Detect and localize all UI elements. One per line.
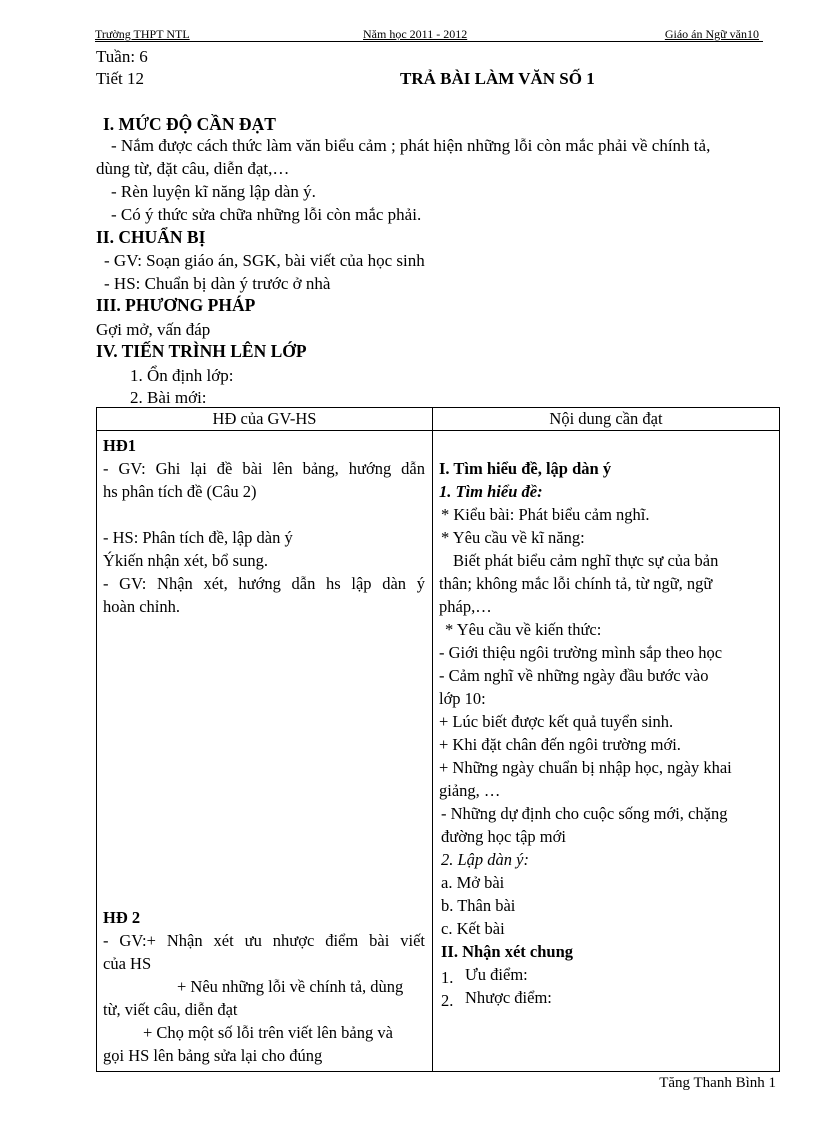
content-r20: b. Thân bài bbox=[441, 896, 516, 915]
content-r5: Biết phát biểu cảm nghĩ thực sự của bản bbox=[453, 551, 719, 570]
section-4-heading: IV. TIẾN TRÌNH LÊN LỚP bbox=[96, 341, 307, 361]
content-cell bbox=[433, 431, 780, 1072]
content-r7: pháp,… bbox=[439, 597, 492, 616]
content-r16: - Những dự định cho cuộc sống mới, chặng bbox=[441, 804, 728, 823]
hd1-line-1: - GV: Ghi lại đề bài lên bảng, hướng dẫn bbox=[103, 459, 425, 478]
hd1-line-4: Ýkiến nhận xét, bổ sung. bbox=[103, 551, 268, 570]
section-3-line-1: Gợi mở, vấn đáp bbox=[96, 320, 211, 339]
content-r24: Nhược điểm: bbox=[465, 988, 552, 1007]
page-header bbox=[95, 27, 763, 42]
content-r1: I. Tìm hiểu đề, lập dàn ý bbox=[439, 459, 612, 478]
activity-cell bbox=[97, 431, 433, 1072]
section-2-heading: II. CHUẨN BỊ bbox=[96, 227, 206, 247]
page-footer: Tăng Thanh Bình 1 bbox=[659, 1075, 776, 1091]
hd1-line-5: - GV: Nhận xét, hướng dẫn hs lập dàn ý bbox=[103, 574, 425, 593]
hd1-line-6: hoàn chỉnh. bbox=[103, 597, 180, 616]
hd2-line-5: + Chọ một số lỗi trên viết lên bảng và bbox=[143, 1023, 393, 1042]
header-school: Trường THPT NTL bbox=[95, 27, 190, 41]
lesson-table bbox=[96, 407, 780, 1072]
content-r19: a. Mở bài bbox=[441, 873, 505, 892]
hd1-line-3: - HS: Phân tích đề, lập dàn ý bbox=[103, 528, 293, 547]
header-year: Năm học 2011 - 2012 bbox=[363, 27, 468, 41]
content-r10: - Cảm nghĩ về những ngày đầu bước vào bbox=[439, 666, 709, 685]
period-label: Tiết 12 bbox=[96, 69, 145, 88]
hd2-label: HĐ 2 bbox=[103, 908, 141, 927]
content-r17: đường học tập mới bbox=[441, 827, 566, 846]
week-label: Tuần: 6 bbox=[96, 47, 148, 66]
section-1-line-4: - Có ý thức sửa chữa những lỗi còn mắc phải. bbox=[111, 205, 422, 224]
section-4-line-2: 2. Bài mới: bbox=[130, 388, 207, 407]
section-2-line-2: - HS: Chuẩn bị dàn ý trước ở nhà bbox=[104, 274, 331, 293]
content-r3: * Kiểu bài: Phát biểu cảm nghĩ. bbox=[441, 505, 650, 524]
page-title: TRẢ BÀI LÀM VĂN SỐ 1 bbox=[400, 69, 595, 88]
content-r4: * Yêu cầu về kĩ năng: bbox=[441, 528, 585, 547]
hd1-label: HĐ1 bbox=[103, 436, 136, 455]
content-n1: 1. bbox=[441, 968, 454, 987]
content-r15: giảng, … bbox=[439, 781, 501, 800]
content-r11: lớp 10: bbox=[439, 689, 486, 708]
content-r8: * Yêu cầu về kiến thức: bbox=[445, 620, 602, 639]
hd2-line-6: gọi HS lên bảng sửa lại cho đúng bbox=[103, 1046, 323, 1065]
section-4-line-1: 1. Ổn định lớp: bbox=[130, 366, 234, 385]
section-2-line-1: - GV: Soạn giáo án, SGK, bài viết của học sinh bbox=[104, 251, 425, 270]
content-r23: Ưu điểm: bbox=[465, 965, 528, 984]
section-1-heading: I. MỨC ĐỘ CẦN ĐẠT bbox=[103, 114, 276, 134]
content-n2: 2. bbox=[441, 991, 454, 1010]
section-1-line-3: - Rèn luyện kĩ năng lập dàn ý. bbox=[111, 182, 316, 201]
hd2-line-3: + Nêu những lỗi về chính tả, dùng bbox=[177, 977, 404, 996]
content-r18: 2. Lập dàn ý: bbox=[441, 850, 529, 869]
table-row bbox=[97, 431, 780, 1072]
content-r14: + Những ngày chuẩn bị nhập học, ngày khai bbox=[439, 758, 732, 777]
table-header-row bbox=[97, 408, 780, 431]
section-1-line-1: - Nắm được cách thức làm văn biểu cảm ; phát hiện những lỗi còn mắc phải về chính tả, bbox=[111, 136, 711, 155]
content-r2: 1. Tìm hiểu đề: bbox=[439, 482, 543, 501]
section-1-line-2: dùng từ, đặt câu, diễn đạt,… bbox=[96, 159, 290, 178]
table-col-content: Nội dung cần đạt bbox=[433, 408, 780, 431]
content-r13: + Khi đặt chân đến ngôi trường mới. bbox=[439, 735, 681, 754]
content-r22: II. Nhận xét chung bbox=[441, 942, 574, 961]
content-r12: + Lúc biết được kết quả tuyển sinh. bbox=[439, 712, 674, 731]
content-r6: thân; không mắc lỗi chính tả, từ ngữ, ngữ bbox=[439, 574, 713, 593]
hd2-line-2: của HS bbox=[103, 954, 152, 973]
table-col-activity: HĐ của GV-HS bbox=[97, 408, 433, 431]
hd2-line-4: từ, viết câu, diễn đạt bbox=[103, 1000, 238, 1019]
content-r9: - Giới thiệu ngôi trường mình sắp theo học bbox=[439, 643, 723, 662]
hd1-line-2: hs phân tích đề (Câu 2) bbox=[103, 482, 257, 501]
section-3-heading: III. PHƯƠNG PHÁP bbox=[96, 295, 256, 315]
content-r21: c. Kết bài bbox=[441, 919, 505, 938]
hd2-line-1: - GV:+ Nhận xét ưu nhược điểm bài viết bbox=[103, 931, 425, 950]
header-subject: Giáo án Ngữ văn10 bbox=[664, 27, 759, 41]
